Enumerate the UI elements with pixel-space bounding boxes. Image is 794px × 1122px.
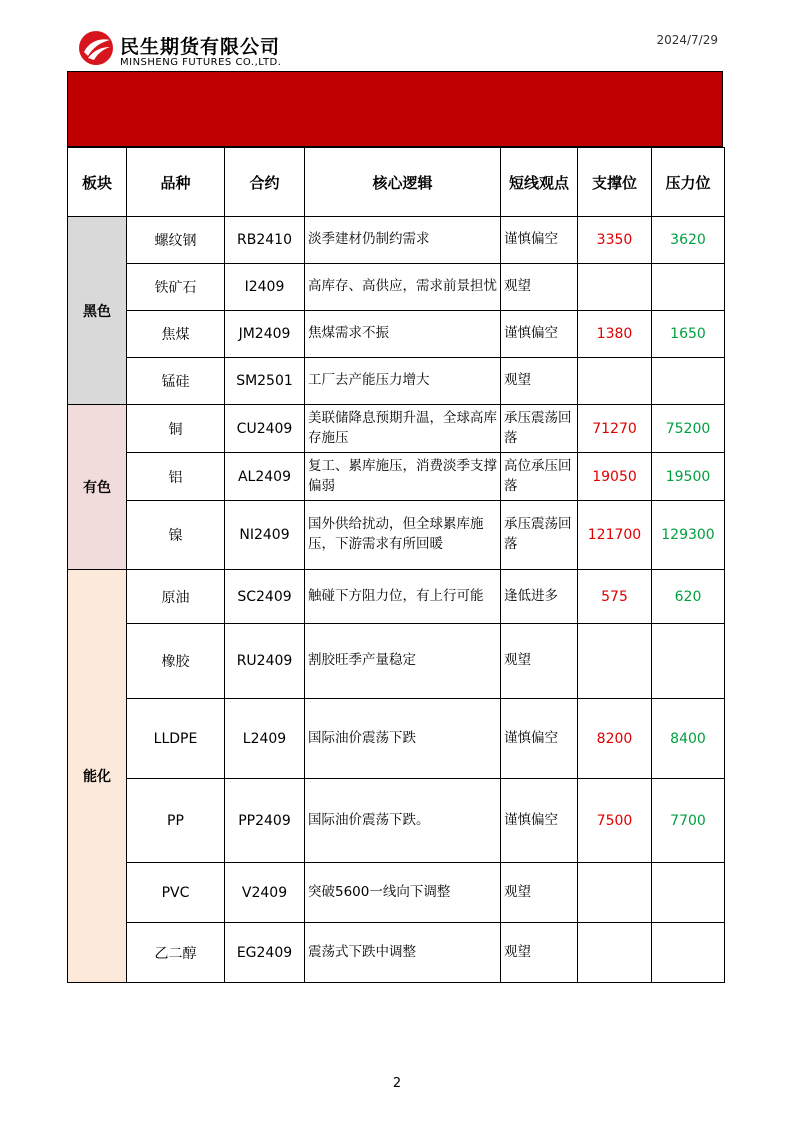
view-cell: 观望 bbox=[501, 264, 578, 311]
resistance-cell bbox=[652, 923, 725, 983]
view-cell: 观望 bbox=[501, 923, 578, 983]
table-row bbox=[68, 779, 725, 863]
support-cell: 575 bbox=[578, 570, 652, 624]
sector-cell: 能化 bbox=[68, 570, 127, 983]
title-banner bbox=[67, 71, 723, 147]
support-cell: 19050 bbox=[578, 453, 652, 501]
company-name-en: MINSHENG FUTURES CO.,LTD. bbox=[120, 57, 282, 68]
support-cell bbox=[578, 358, 652, 405]
resistance-cell bbox=[652, 358, 725, 405]
logic-cell: 复工、累库施压，消费淡季支撑偏弱 bbox=[305, 453, 501, 501]
contract-cell: CU2409 bbox=[225, 405, 305, 453]
support-cell bbox=[578, 863, 652, 923]
report-date: 2024/7/29 bbox=[656, 33, 718, 47]
product-cell: 焦煤 bbox=[127, 311, 225, 358]
table-row bbox=[68, 624, 725, 699]
logic-cell: 工厂去产能压力增大 bbox=[305, 358, 501, 405]
logic-cell: 美联储降息预期升温，全球高库存施压 bbox=[305, 405, 501, 453]
logic-cell: 国际油价震荡下跌 bbox=[305, 699, 501, 779]
support-cell bbox=[578, 923, 652, 983]
page-number: 2 bbox=[392, 1076, 402, 1091]
logic-cell: 割胶旺季产量稳定 bbox=[305, 624, 501, 699]
header-support: 支撑位 bbox=[578, 148, 652, 217]
product-cell: LLDPE bbox=[127, 699, 225, 779]
support-cell: 7500 bbox=[578, 779, 652, 863]
header-contract: 合约 bbox=[225, 148, 305, 217]
table-row bbox=[68, 217, 725, 264]
resistance-cell bbox=[652, 624, 725, 699]
contract-cell: NI2409 bbox=[225, 501, 305, 570]
contract-cell: RB2410 bbox=[225, 217, 305, 264]
table-row bbox=[68, 358, 725, 405]
strategy-table bbox=[67, 147, 725, 983]
product-cell: 铝 bbox=[127, 453, 225, 501]
resistance-cell: 1650 bbox=[652, 311, 725, 358]
header-product: 品种 bbox=[127, 148, 225, 217]
logic-cell: 国外供给扰动，但全球累库施压，下游需求有所回暖 bbox=[305, 501, 501, 570]
view-cell: 逢低进多 bbox=[501, 570, 578, 624]
contract-cell: SC2409 bbox=[225, 570, 305, 624]
company-name-cn: 民生期货有限公司 bbox=[120, 36, 281, 58]
support-cell: 1380 bbox=[578, 311, 652, 358]
contract-cell: JM2409 bbox=[225, 311, 305, 358]
resistance-cell: 129300 bbox=[652, 501, 725, 570]
sector-cell: 有色 bbox=[68, 405, 127, 570]
view-cell: 观望 bbox=[501, 863, 578, 923]
resistance-cell: 3620 bbox=[652, 217, 725, 264]
contract-cell: L2409 bbox=[225, 699, 305, 779]
resistance-cell bbox=[652, 264, 725, 311]
view-cell: 谨慎偏空 bbox=[501, 779, 578, 863]
table-row bbox=[68, 264, 725, 311]
table-row bbox=[68, 311, 725, 358]
logic-cell: 国际油价震荡下跌。 bbox=[305, 779, 501, 863]
product-cell: 铜 bbox=[127, 405, 225, 453]
header-resistance: 压力位 bbox=[652, 148, 725, 217]
support-cell bbox=[578, 264, 652, 311]
support-cell: 8200 bbox=[578, 699, 652, 779]
resistance-cell: 620 bbox=[652, 570, 725, 624]
product-cell: 镍 bbox=[127, 501, 225, 570]
logic-cell: 高库存、高供应，需求前景担忧 bbox=[305, 264, 501, 311]
resistance-cell: 8400 bbox=[652, 699, 725, 779]
view-cell: 谨慎偏空 bbox=[501, 217, 578, 264]
table-row bbox=[68, 863, 725, 923]
table-row bbox=[68, 570, 725, 624]
contract-cell: AL2409 bbox=[225, 453, 305, 501]
header-sector: 板块 bbox=[68, 148, 127, 217]
view-cell: 观望 bbox=[501, 624, 578, 699]
logic-cell: 突破5600一线向下调整 bbox=[305, 863, 501, 923]
resistance-cell: 7700 bbox=[652, 779, 725, 863]
view-cell: 谨慎偏空 bbox=[501, 699, 578, 779]
product-cell: 锰硅 bbox=[127, 358, 225, 405]
table-row bbox=[68, 923, 725, 983]
logic-cell: 淡季建材仍制约需求 bbox=[305, 217, 501, 264]
product-cell: 螺纹钢 bbox=[127, 217, 225, 264]
header-logic: 核心逻辑 bbox=[305, 148, 501, 217]
product-cell: 原油 bbox=[127, 570, 225, 624]
view-cell: 谨慎偏空 bbox=[501, 311, 578, 358]
view-cell: 高位承压回落 bbox=[501, 453, 578, 501]
table-row bbox=[68, 699, 725, 779]
view-cell: 观望 bbox=[501, 358, 578, 405]
support-cell: 121700 bbox=[578, 501, 652, 570]
product-cell: PVC bbox=[127, 863, 225, 923]
product-cell: 橡胶 bbox=[127, 624, 225, 699]
minsheng-logo-icon bbox=[78, 30, 114, 66]
resistance-cell: 19500 bbox=[652, 453, 725, 501]
table-row bbox=[68, 405, 725, 453]
support-cell: 3350 bbox=[578, 217, 652, 264]
table-row bbox=[68, 453, 725, 501]
product-cell: 铁矿石 bbox=[127, 264, 225, 311]
resistance-cell bbox=[652, 863, 725, 923]
header-view: 短线观点 bbox=[501, 148, 578, 217]
logic-cell: 触碰下方阻力位，有上行可能 bbox=[305, 570, 501, 624]
support-cell: 71270 bbox=[578, 405, 652, 453]
contract-cell: PP2409 bbox=[225, 779, 305, 863]
table-header-row bbox=[68, 148, 725, 217]
contract-cell: V2409 bbox=[225, 863, 305, 923]
contract-cell: RU2409 bbox=[225, 624, 305, 699]
view-cell: 承压震荡回落 bbox=[501, 405, 578, 453]
support-cell bbox=[578, 624, 652, 699]
table-row bbox=[68, 501, 725, 570]
resistance-cell: 75200 bbox=[652, 405, 725, 453]
view-cell: 承压震荡回落 bbox=[501, 501, 578, 570]
contract-cell: I2409 bbox=[225, 264, 305, 311]
contract-cell: EG2409 bbox=[225, 923, 305, 983]
product-cell: PP bbox=[127, 779, 225, 863]
logic-cell: 震荡式下跌中调整 bbox=[305, 923, 501, 983]
contract-cell: SM2501 bbox=[225, 358, 305, 405]
product-cell: 乙二醇 bbox=[127, 923, 225, 983]
sector-cell: 黑色 bbox=[68, 217, 127, 405]
logic-cell: 焦煤需求不振 bbox=[305, 311, 501, 358]
